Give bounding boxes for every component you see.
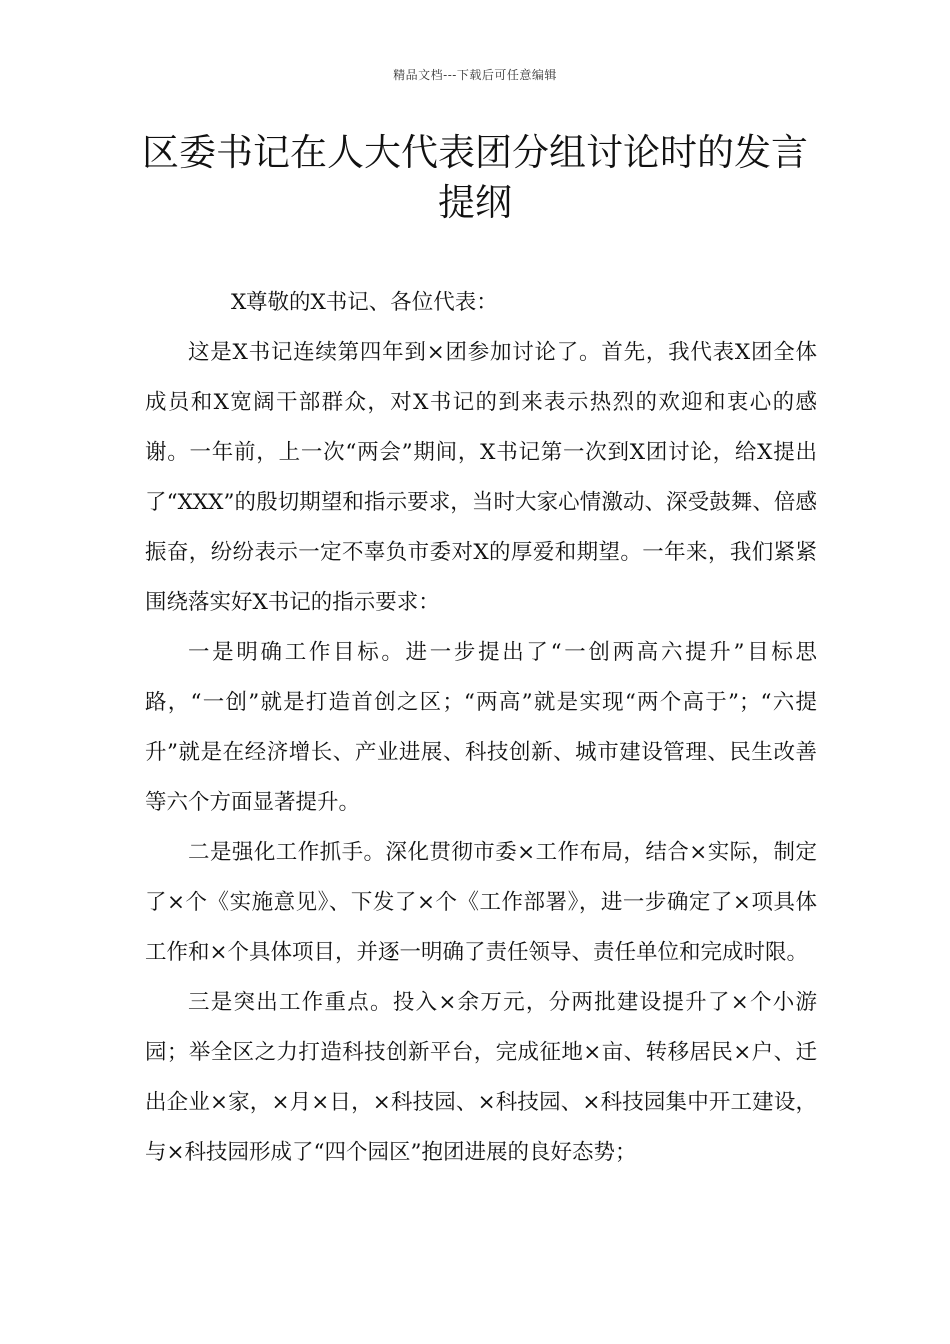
paragraph-point-3: 三是突出工作重点。投入×余万元，分两批建设提升了×个小游园；举全区之力打造科技创新平台，完成征地×亩、转移居民×户、迁出企业×家，×月×日，×科技园、×科技园、×科技园集中开工建设，与×科技园形成了“四个园区”抱团进展的良好态势； bbox=[145, 990, 817, 1165]
paragraph-intro: 这是X书记连续第四年到×团参加讨论了。首先，我代表X团全体成员和X宽阔干部群众，对X书记的到来表示热烈的欢迎和衷心的感谢。一年前，上一次“两会”期间，X书记第一次到X团讨论，给X提出了“XXX”的殷切期望和指示要求，当时大家心情激动、深受鼓舞、倍感振奋，纷纷表示一定不辜负市委对X的厚爱和期望。一年来，我们紧紧围绕落实好X书记的指示要求： bbox=[145, 340, 817, 615]
header-note: 精品文档---下载后可任意编辑 bbox=[393, 68, 557, 82]
salutation bbox=[145, 278, 817, 328]
salutation-text: 尊敬的X书记、各位代表： bbox=[246, 290, 498, 315]
page-title: 区委书记在人大代表团分组讨论时的发言提纲 bbox=[142, 131, 808, 224]
paragraph-point-1: 一是明确工作目标。进一步提出了“一创两高六提升”目标思路，“一创”就是打造首创之区；“两高”就是实现“两个高于”；“六提升”就是在经济增长、产业进展、科技创新、城市建设管理、民生改善等六个方面显著提升。 bbox=[145, 640, 817, 815]
salutation-mark: X bbox=[231, 290, 247, 315]
paragraph-point-2: 二是强化工作抓手。深化贯彻市委×工作布局，结合×实际，制定了×个《实施意见》、下发了×个《工作部署》，进一步确定了×项具体工作和×个具体项目，并逐一明确了责任领导、责任单位和完成时限。 bbox=[145, 840, 817, 965]
document-body bbox=[145, 278, 817, 1178]
